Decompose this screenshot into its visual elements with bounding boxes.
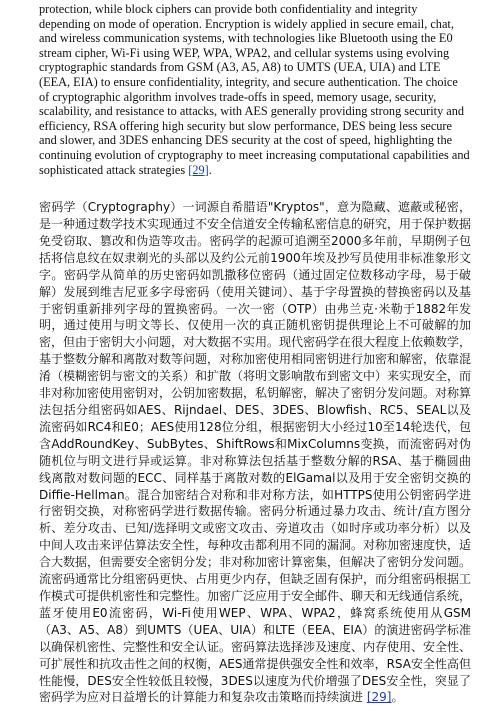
citation-link[interactable]: [29] <box>188 162 209 177</box>
chinese-paragraph-end: 。 <box>391 690 404 705</box>
english-paragraph-text: protection, while block ciphers can provide both confidentiality and integrity depending on mode of operation. Encryption is widely applied in secure email, chat, and wireless communication systems, with technologies like Bluetooth using the E0 stream cipher, Wi-Fi using WEP, WPA, WPA2, and cellular systems using evolving cryptographic standards from GSM (A3, A5, A8) to UMTS (UEA, UIA) and LTE (EEA, EIA) to ensure confidentiality, integrity, and secure authentication. The choice of cryptographic algorithm involves trade-offs in speed, memory usage, security, scalability, and resistance to attacks, with AES generally providing strong security and efficiency, RSA offering high security but slow performance, DES being less secure and slower, and 3DES enhancing DES security at the cost of speed, highlighting the continuing evolution of cryptography to meet increasing computational capabilities and sophisticated attack strategies <box>39 2 470 177</box>
document-page <box>39 2 471 706</box>
english-paragraph <box>39 2 471 177</box>
citation-link[interactable]: [29] <box>366 690 392 705</box>
chinese-paragraph <box>39 199 471 706</box>
english-paragraph-end: . <box>208 162 212 177</box>
chinese-paragraph-text: 密码学（Cryptography）一词源自希腊语"Kryptos"，意为隐藏、遮蔽或秘密，是一种通过数学技术实现通过不安全信道安全传输私密信息的研究，用于保护数据免受窃取、篡改和伪造等攻击。密码学的起源可追溯至2000多年前，早期例子包括将信息纹在奴隶剃光的头部以及约公元前1900年埃及抄写员使用非标准象形文字。密码学从简单的历史密码如凯撒移位密码（通过固定位数移动字母，易于破解）发展到维吉尼亚多字母密码（使用关键词）、基于字母置换的替换密码以及基于密钥重新排列字母的置换密码。一次一密（OTP）由弗兰克·米勒于1882年发明，通过使用与明文等长、仅使用一次的真正随机密钥提供理论上不可破解的加密，但由于密钥大小问题，对大数据不实用。现代密码学在很大程度上依赖数学，基于整数分解和离散对数等问题，对称加密使用相同密钥进行加密和解密，依靠混淆（模糊密钥与密文的关系）和扩散（将明文影响散布到密文中）来实现安全，而非对称加密使用密钥对，公钥加密数据，私钥解密，解决了密钥分发问题。对称算法包括分组密码如AES、Rijndael、DES、3DES、Blowfish、RC5、SEAL以及流密码如RC4和E0；AES使用128位分组，根据密钥大小经过10至14轮迭代，包含AddRoundKey、SubBytes、ShiftRows和MixColumns变换，而流密码对伪随机位与明文进行异或运算。非对称算法包括基于整数分解的RSA、基于椭圆曲线离散对数问题的ECC、同样基于离散对数的ElGamal以及用于安全密钥交换的Diffie-Hellman。混合加密结合对称和非对称方法，如HTTPS使用公钥密码学进行密钥交换，对称密码学进行数据传输。密码分析通过暴力攻击、统计/直方图分析、差分攻击、已知/选择明文或密文攻击、旁道攻击（如时序或功率分析）以及中间人攻击来评估算法安全性，每种攻击都利用不同的漏洞。对称加密速度快，适合大数据，但需要安全密钥分发；非对称加密计算密集，但解决了密钥分发问题。流密码通常比分组密码更快、占用更少内存，但缺乏固有保护，而分组密码根据工作模式可提供机密性和完整性。加密广泛应用于安全邮件、聊天和无线通信系统，蓝牙使用E0流密码，Wi-Fi使用WEP、WPA、WPA2，蜂窝系统使用从GSM（A3、A5、A8）到UMTS（UEA、UIA）和LTE（EEA、EIA）的演进密码学标准以确保机密性、完整性和安全认证。密码算法选择涉及速度、内存使用、安全性、可扩展性和抗攻击性之间的权衡，AES通常提供强安全性和效率，RSA安全性高但性能慢，DES安全性较低且较慢，3DES以速度为代价增强了DES安全性，突显了密码学为应对日益增长的计算能力和复杂攻击策略而持续演进 <box>39 200 472 705</box>
